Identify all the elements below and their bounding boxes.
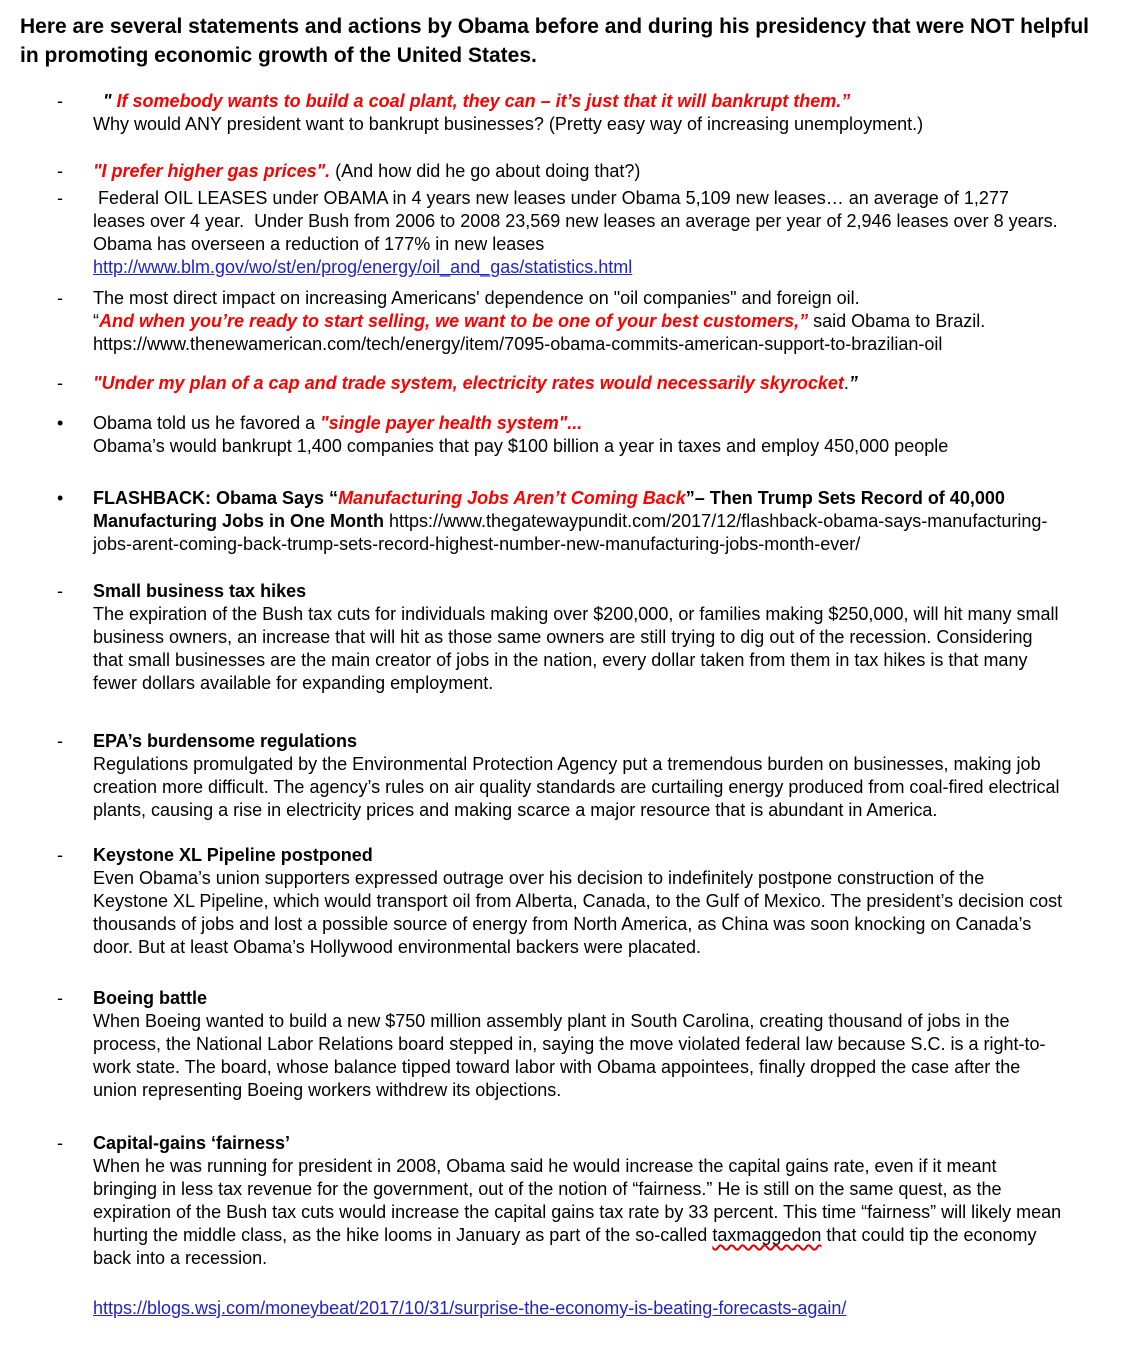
text-run: The expiration of the Bush tax cuts for individuals making over $200,000, or families making $250,000, will hit many small business owners, an increase that will hit as those same owners are still trying to dig out of the recession. Considering that small businesses are the main creator of jobs in the nation, every dollar taken from them in tax hikes is that many fewer dollars available for expanding employment. <box>93 604 1059 693</box>
text-run: . <box>843 373 849 393</box>
text-run: Obama told us he favored a <box>93 413 321 433</box>
list-item <box>20 1297 1104 1320</box>
text-run: that could tip the economy back into a recession. <box>93 1225 1037 1268</box>
item-content <box>93 412 1063 458</box>
list-item <box>20 580 1104 695</box>
text-run: " <box>93 91 117 111</box>
text-run: https://www.thegatewaypundit.com/2017/12/flashback-obama-says-manufacturing-jobs-arent-coming-back-trump-sets-record-highest-number-new-manufacturing-jobs-month-ever/ <box>93 511 1048 554</box>
text-line <box>93 256 1063 279</box>
text-run: https://www.thenewamerican.com/tech/energy/item/7095-obama-commits-american-support-to-brazilian-oil <box>93 334 943 354</box>
text-line <box>93 987 1063 1010</box>
list-item <box>20 187 1104 279</box>
dash-marker: - <box>57 161 63 181</box>
text-line <box>93 580 1063 603</box>
text-run: Boeing battle <box>93 988 208 1008</box>
dash-marker: - <box>57 1133 63 1153</box>
text-run: ”– Then Trump Sets Record of 40,000 Manufacturing Jobs in One Month <box>93 488 1005 531</box>
text-run: FLASHBACK: Obama Says “ <box>93 488 339 508</box>
text-run: When Boeing wanted to build a new $750 million assembly plant in South Carolina, creating thousand of jobs in the process, the National Labor Relations board stepped in, saying the move violated federal law because S.C. is a right-to-work state. The board, whose balance tipped toward labor with Obama appointees, finally dropped the case after the union representing Boeing workers withdrew its objections. <box>93 1011 1046 1100</box>
text-run: ” <box>848 373 858 393</box>
list-item <box>20 372 1104 395</box>
text-line <box>93 603 1063 695</box>
dash-marker: - <box>57 288 63 308</box>
text-run: When he was running for president in 2008, Obama said he would increase the capital gains rate, even if it meant bringing in less tax revenue for the government, out of the notion of “fairness.” He is still on the same quest, as the expiration of the Bush tax cuts would increase the capital gains tax rate by 33 percent. This time “fairness” will likely mean hurting the middle class, as the hike looms in January as part of the so-called <box>93 1156 1062 1245</box>
text-run: Obama’s would bankrupt 1,400 companies that pay $100 billion a year in taxes and employ 450,000 people <box>93 436 949 456</box>
item-content <box>93 160 1063 183</box>
text-run: If somebody wants to build a coal plant, they can – it’s just that it will bankrupt them.” <box>116 91 851 111</box>
text-run: Capital-gains ‘fairness’ <box>93 1133 291 1153</box>
dash-marker: - <box>57 581 63 601</box>
text-run: “ <box>93 311 99 331</box>
text-run: taxmaggedon <box>712 1225 822 1245</box>
item-content <box>93 730 1063 822</box>
list-item <box>20 287 1104 356</box>
bullet-dot-marker: • <box>57 488 64 508</box>
list-item <box>20 987 1104 1102</box>
hyperlink[interactable]: https://blogs.wsj.com/moneybeat/2017/10/31/surprise-the-economy-is-beating-forecasts-again/ <box>93 1298 847 1318</box>
item-content <box>93 580 1063 695</box>
text-line <box>93 310 1063 333</box>
list-item <box>20 412 1104 458</box>
text-line <box>93 844 1063 867</box>
text-line <box>93 333 1063 356</box>
text-line <box>93 730 1063 753</box>
list-item <box>20 844 1104 959</box>
document-heading: Here are several statements and actions by Obama before and during his presidency that were NOT helpful in promoting economic growth of the United States. <box>20 15 1089 67</box>
text-line <box>93 160 1063 183</box>
text-run: Small business tax hikes <box>93 581 307 601</box>
dash-marker: - <box>57 845 63 865</box>
dash-marker: - <box>57 373 63 393</box>
text-run: Federal OIL LEASES under OBAMA in 4 years new leases under Obama 5,109 new leases… an average of 1,277 leases over 4 year. Under Bush from 2006 to 2008 23,569 new leases an average per year of 2,946 leases over 8 years. Obama has overseen a reduction of 177% in new leases <box>93 188 1063 254</box>
text-line <box>93 287 1063 310</box>
text-run: said Obama to Brazil. <box>808 311 986 331</box>
text-line <box>93 372 1063 395</box>
dash-marker: - <box>57 188 63 208</box>
text-line <box>93 187 1063 256</box>
item-content <box>93 987 1063 1102</box>
text-run: EPA’s burdensome regulations <box>93 731 358 751</box>
item-content <box>93 287 1063 356</box>
text-line <box>93 1297 1063 1320</box>
item-content <box>93 487 1063 556</box>
statement-list <box>20 90 1104 1320</box>
list-item <box>20 160 1104 183</box>
text-line <box>93 1132 1063 1155</box>
text-line <box>93 1010 1063 1102</box>
text-run: "single payer health system"... <box>320 413 583 433</box>
text-line <box>93 867 1063 959</box>
text-line <box>93 90 1063 113</box>
text-run: "I prefer higher gas prices". <box>93 161 336 181</box>
text-line <box>93 753 1063 822</box>
text-run: Manufacturing Jobs Aren’t Coming Back <box>338 488 686 508</box>
item-content <box>93 90 1063 136</box>
dash-marker: - <box>57 91 63 111</box>
item-content <box>93 1132 1063 1270</box>
text-run: Why would ANY president want to bankrupt businesses? (Pretty easy way of increasing unemployment.) <box>93 114 924 134</box>
text-line <box>93 113 1063 136</box>
dash-marker: - <box>57 988 63 1008</box>
text-run: Even Obama’s union supporters expressed outrage over his decision to indefinitely postpone construction of the Keystone XL Pipeline, which would transport oil from Alberta, Canada, to the Gulf of Mexico. The president’s decision cost thousands of jobs and lost a possible source of energy from North America, as China was soon knocking on Canada’s door. But at least Obama’s Hollywood environmental backers were placated. <box>93 868 1063 957</box>
item-content <box>93 1297 1063 1320</box>
item-content <box>93 372 1063 395</box>
list-item <box>20 730 1104 822</box>
list-item <box>20 90 1104 136</box>
item-content <box>93 844 1063 959</box>
list-item <box>20 487 1104 556</box>
text-line <box>93 435 1063 458</box>
bullet-dot-marker: • <box>57 413 64 433</box>
text-line <box>93 487 1063 556</box>
item-content <box>93 187 1063 279</box>
text-line <box>93 412 1063 435</box>
text-run: And when you’re ready to start selling, we want to be one of your best customers,” <box>99 311 809 331</box>
list-item <box>20 1132 1104 1270</box>
dash-marker: - <box>57 731 63 751</box>
text-run: "Under my plan of a cap and trade system, electricity rates would necessarily skyrocket <box>93 373 844 393</box>
text-line <box>93 1155 1063 1270</box>
text-run: The most direct impact on increasing Americans' dependence on "oil companies" and foreign oil. <box>93 288 860 308</box>
text-run: (And how did he go about doing that?) <box>335 161 641 181</box>
text-run: Keystone XL Pipeline postponed <box>93 845 373 865</box>
hyperlink[interactable]: http://www.blm.gov/wo/st/en/prog/energy/oil_and_gas/statistics.html <box>93 257 633 277</box>
text-run: Regulations promulgated by the Environmental Protection Agency put a tremendous burden on businesses, making job creation more difficult. The agency’s rules on air quality standards are curtailing energy produced from coal-fired electrical plants, causing a rise in electricity prices and making scarce a major resource that is abundant in America. <box>93 754 1060 820</box>
